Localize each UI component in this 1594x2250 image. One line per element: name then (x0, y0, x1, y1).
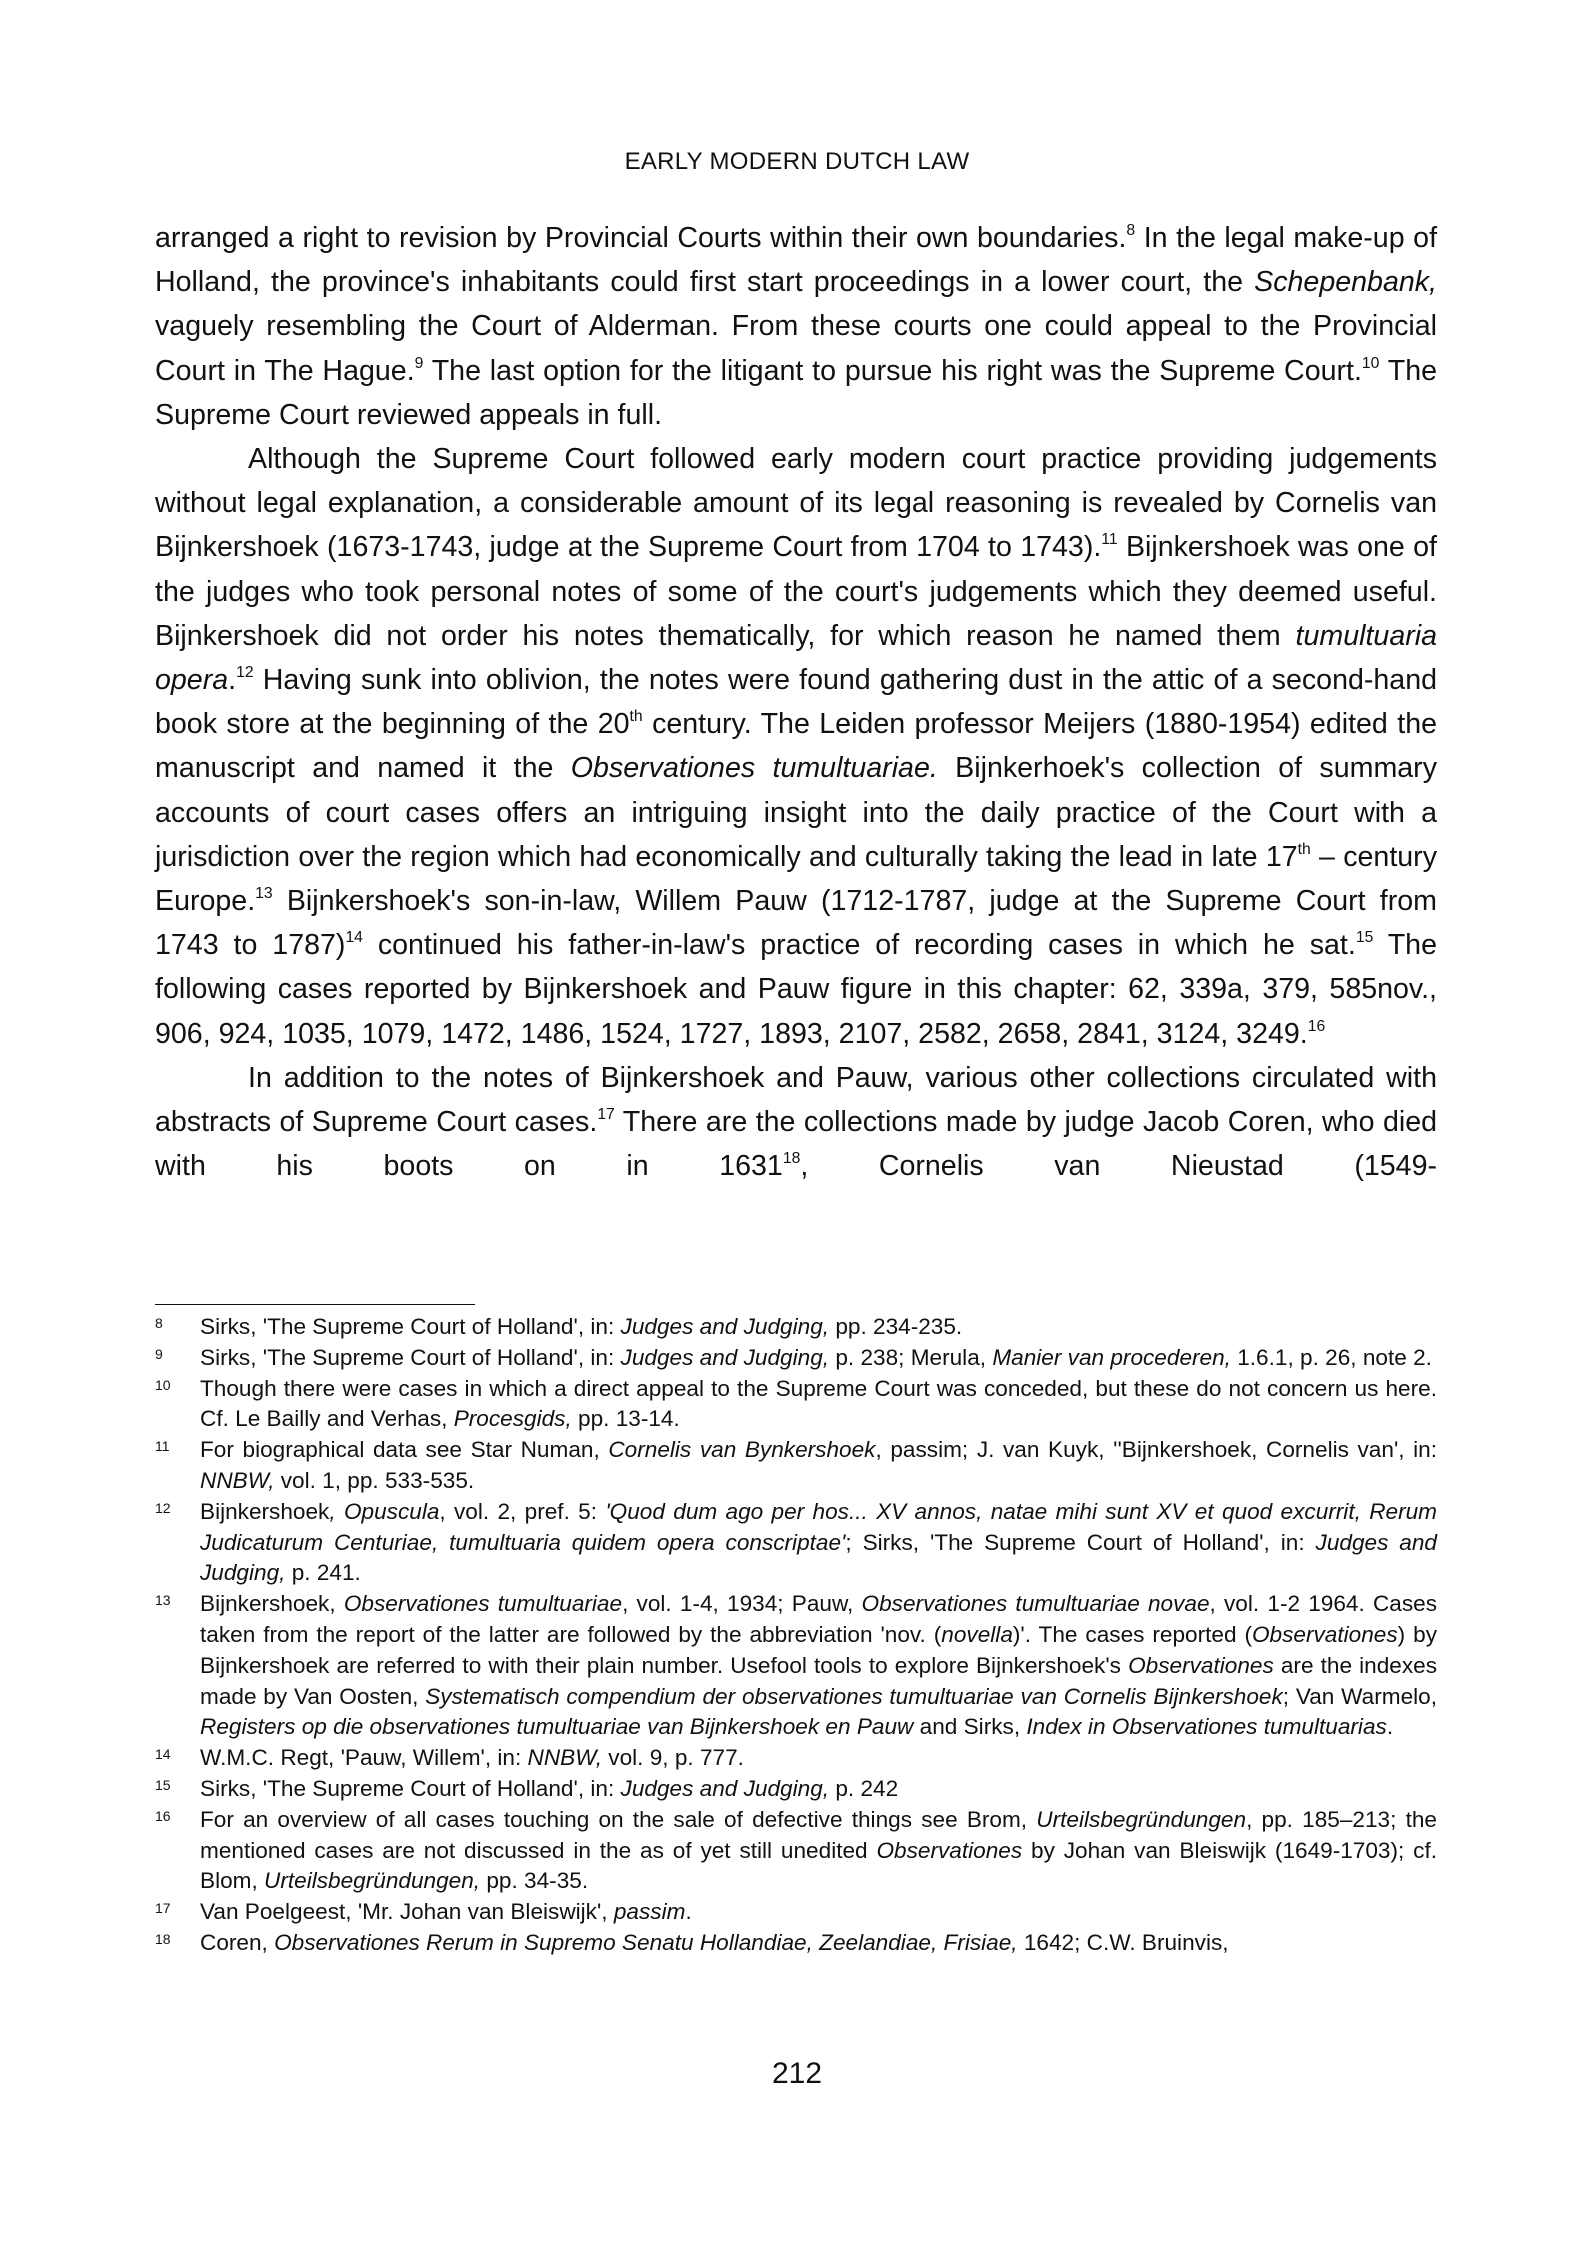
text-run: Bijnkershoek was one of the judges who took personal notes of some of the court's judgements which they deemed useful. Bijnkershoek did not order his notes thematically, for which reason he named them (155, 531, 1437, 652)
text-run: Having sunk into oblivion, the notes were found gathering dust in the attic of a second-hand book store at the beginning of the 20 (155, 664, 1437, 741)
text-run: ) by Bijnkershoek are referred to with their plain number. Usefool tools to explore Bijnkershoek's (200, 1621, 1437, 1678)
text-run: There are the collections made by judge Jacob Coren, who died with his boots on in 1631 (155, 1106, 1437, 1183)
footnote (155, 1743, 1437, 1774)
text-run: Sirks, 'The Supreme Court of Holland', in: (200, 1775, 621, 1801)
text-run: . (685, 1899, 692, 1925)
italic-run: Judges and Judging, (620, 1314, 830, 1339)
footnote-ref: 18 (782, 1150, 801, 1168)
footnote (155, 1312, 1437, 1343)
italic-run: 'Quod dum ago per hos... XV annos, natae mihi sunt XV et quod excurrit, Rerum Judicaturum Centuriae, tumultuaria quidem opera conscriptae' (200, 1498, 1437, 1555)
italic-run: Observationes (876, 1837, 1023, 1863)
footnote (155, 1774, 1437, 1805)
text-run: , vol. 1-2 1964. Cases taken from the report of the latter are followed by the abbreviation 'nov. ( (200, 1591, 1438, 1647)
italic-run: Index in Observationes tumultuarias (1026, 1714, 1387, 1740)
text-run: 1642; C.W. Bruinvis, (1017, 1929, 1229, 1955)
text-run: vaguely resembling the Court of Alderman. From these courts one could appeal to the Provincial Court in The Hague. (155, 310, 1437, 387)
footnote (155, 1435, 1437, 1497)
page-number: 212 (771, 2057, 823, 2090)
italic-run: Procesgids, (453, 1406, 572, 1432)
footnote-number: 10 (155, 1376, 171, 1393)
text-run: W.M.C. Regt, 'Pauw, Willem', in: (200, 1745, 528, 1771)
footnote-number: 18 (155, 1930, 171, 1947)
italic-run: Schepenbank, (1254, 266, 1437, 299)
text-run: pp. 34-35. (480, 1868, 589, 1894)
footnote (155, 1343, 1437, 1374)
text-run: For biographical data see Star Numan, (200, 1437, 609, 1463)
text-run: Sirks, 'The Supreme Court of Holland', in: (200, 1314, 621, 1339)
footnote-ref: 10 (1361, 354, 1380, 372)
paragraph (155, 437, 1437, 1056)
text-run: . (228, 664, 237, 697)
footnote-ref: 13 (255, 885, 273, 903)
footnote-ref: 14 (345, 929, 363, 947)
footnote-ref: 12 (236, 664, 254, 682)
italic-run: Cornelis van Bynkershoek (608, 1437, 876, 1463)
text-run: vol. 1, pp. 533-535. (274, 1467, 475, 1493)
text-run: In addition to the notes of Bijnkershoek and Pauw, various other collections circulated with abstracts of Supreme Court cases. (155, 1061, 1437, 1139)
footnote (155, 1805, 1437, 1897)
footnote-text (200, 1928, 1437, 1959)
footnote-ref: 15 (1355, 929, 1374, 947)
text-run: ; Sirks, 'The Supreme Court of Holland', in: (845, 1529, 1316, 1555)
text-run: p. 241. (285, 1560, 361, 1586)
text-run: Bijnkershoek (200, 1498, 330, 1524)
text-run: century. The Leiden professor Meijers (1880-1954) edited the manuscript and named it the (155, 708, 1438, 785)
footnote-text (200, 1589, 1437, 1743)
footnote-text (200, 1497, 1437, 1589)
footnote-number: 15 (155, 1776, 171, 1793)
text-run: The Supreme Court reviewed appeals in full. (155, 354, 1437, 431)
text-run: Bijnkerhoek's collection of summary accounts of court cases offers an intriguing insight into the daily practice of the Court with a jurisdiction over the region which had economically and culturally taking the lead in late 17 (155, 752, 1437, 873)
italic-run: Systematisch compendium der observationes tumultuariae van Cornelis Bijnkershoek (425, 1683, 1283, 1709)
text-run: . (1386, 1714, 1394, 1740)
footnote-ref: 17 (597, 1106, 615, 1124)
paragraph (155, 216, 1437, 437)
footnote-separator (155, 1304, 475, 1305)
text-run: , vol. 1-4, 1934; Pauw, (622, 1591, 862, 1617)
text-run: by Johan van Bleiswijk (1649-1703); cf. Blom, (200, 1837, 1437, 1894)
text-run: , Cornelis van Nieustad (1549- (800, 1150, 1437, 1183)
text-run: 1.6.1, p. 26, note 2. (1230, 1344, 1432, 1370)
text-run: For an overview of all cases touching on the sale of defective things see Brom, (200, 1806, 1037, 1832)
text-run: ; Van Warmelo, (1282, 1683, 1437, 1709)
footnote-number: 11 (155, 1438, 170, 1455)
footnote-text (200, 1374, 1437, 1436)
paragraph (155, 1056, 1437, 1189)
running-header: EARLY MODERN DUTCH LAW (624, 148, 970, 175)
footnote (155, 1589, 1437, 1743)
text-run: Though there were cases in which a direct appeal to the Supreme Court was conceded, but these do not concern us here. Cf. Le Bailly and Verhas, (200, 1375, 1437, 1432)
italic-run: Observationes tumultuariae novae (861, 1591, 1210, 1617)
footnote-text (200, 1743, 1437, 1774)
text-run: Bijnkershoek, (200, 1591, 344, 1617)
italic-run: tumultuaria opera (155, 619, 1437, 697)
text-run: , passim; J. van Kuyk, ''Bijnkershoek, Cornelis van', in: (875, 1437, 1438, 1463)
italic-run: NNBW, (200, 1467, 275, 1493)
footnote-ref: th (1297, 841, 1311, 859)
italic-run: Registers op die observationes tumultuariae van Bijnkershoek en Pauw (200, 1714, 914, 1740)
footnote-text (200, 1312, 1437, 1343)
footnote (155, 1374, 1437, 1436)
text-run: Coren, (200, 1929, 275, 1955)
text-run: pp. 13-14. (571, 1406, 680, 1432)
footnote-number: 16 (155, 1807, 171, 1824)
footnote-number: 9 (155, 1345, 163, 1362)
footnote-ref: 9 (414, 354, 424, 372)
footnote (155, 1928, 1437, 1959)
footnote-text (200, 1774, 1437, 1805)
text-run: Sirks, 'The Supreme Court of Holland', in: (200, 1344, 621, 1370)
text-run: , vol. 2, pref. 5: (439, 1498, 606, 1524)
text-run: Although the Supreme Court followed early modern court practice providing judgements without legal explanation, a considerable amount of its legal reasoning is revealed by Cornelis van Bijnkershoek (1673-1743, judge at the Supreme Court from 1704 to 1743). (155, 443, 1437, 564)
italic-run: Urteilsbegründungen (1036, 1806, 1247, 1832)
text-run: are the indexes made by Van Oosten, (200, 1652, 1437, 1709)
footnote-number: 8 (155, 1315, 163, 1331)
italic-run: Urteilsbegründungen, (264, 1868, 481, 1894)
footnote (155, 1897, 1437, 1928)
text-run: p. 242 (829, 1775, 899, 1801)
footnote (155, 1497, 1437, 1589)
footnote-text (200, 1435, 1437, 1497)
italic-run: Judges and Judging, (620, 1775, 830, 1801)
italic-run: Observationes (1251, 1621, 1398, 1647)
italic-run: NNBW, (527, 1745, 602, 1771)
italic-run: Manier van procederen, (992, 1344, 1231, 1370)
text-run: vol. 9, p. 777. (602, 1745, 744, 1771)
footnote-number: 12 (155, 1499, 171, 1516)
italic-run: Observationes (1128, 1652, 1274, 1678)
footnote-ref: th (629, 708, 643, 726)
footnote-text (200, 1897, 1437, 1928)
text-run: )'. The cases reported ( (1012, 1621, 1252, 1647)
italic-run: novella (941, 1621, 1013, 1647)
italic-run: Observationes tumultuariae (343, 1591, 623, 1617)
text-run: p. 238; Merula, (829, 1344, 993, 1370)
text-run: In the legal make-up of Holland, the province's inhabitants could first start proceedings in a lower court, the (155, 222, 1438, 299)
text-run: The following cases reported by Bijnkershoek and Pauw figure in this chapter: 62, 339a, 379, 585nov., 906, 924, 1035, 1079, 1472, 1486, 1524, 1727, 1893, 2107, 2582, 2658, 2841, 3124, 3249. (155, 929, 1437, 1050)
footnote-number: 17 (155, 1900, 171, 1917)
italic-run: Observationes Rerum in Supremo Senatu Hollandiae, Zeelandiae, Frisiae, (274, 1929, 1018, 1955)
text-run: The last option for the litigant to pursue his right was the Supreme Court. (423, 354, 1362, 387)
italic-run: Observationes tumultuariae. (570, 752, 938, 785)
text-run: – century Europe. (155, 840, 1437, 918)
footnote-ref: 8 (1126, 222, 1136, 240)
text-run: continued his father-in-law's practice of recording cases in which he sat. (362, 929, 1356, 962)
text-run: pp. 234-235. (829, 1314, 963, 1339)
footnote-number: 14 (155, 1746, 171, 1763)
footnote-text (200, 1805, 1437, 1897)
footnotes (155, 1312, 1437, 1959)
footnote-number: 13 (155, 1592, 171, 1609)
italic-run: Judges and Judging, (620, 1344, 830, 1370)
footnote-ref: 16 (1307, 1017, 1326, 1035)
text-run: , pp. 185–213; the mentioned cases are not discussed in the as of yet still unedited (200, 1806, 1437, 1863)
text-run: Bijnkershoek's son-in-law, Willem Pauw (1712-1787, judge at the Supreme Court from 1743 to 1787) (155, 885, 1437, 962)
italic-run: Judges and Judging, (200, 1529, 1437, 1586)
footnote-text (200, 1343, 1437, 1374)
footnote-ref: 11 (1101, 531, 1118, 549)
italic-run: passim (613, 1899, 686, 1925)
text-run: and Sirks, (913, 1714, 1027, 1740)
italic-run: , Opuscula (329, 1498, 440, 1524)
text-run: arranged a right to revision by Provincial Courts within their own boundaries. (155, 222, 1127, 254)
text-run: Van Poelgeest, 'Mr. Johan van Bleiswijk', (200, 1899, 614, 1925)
body-text (155, 216, 1437, 1188)
